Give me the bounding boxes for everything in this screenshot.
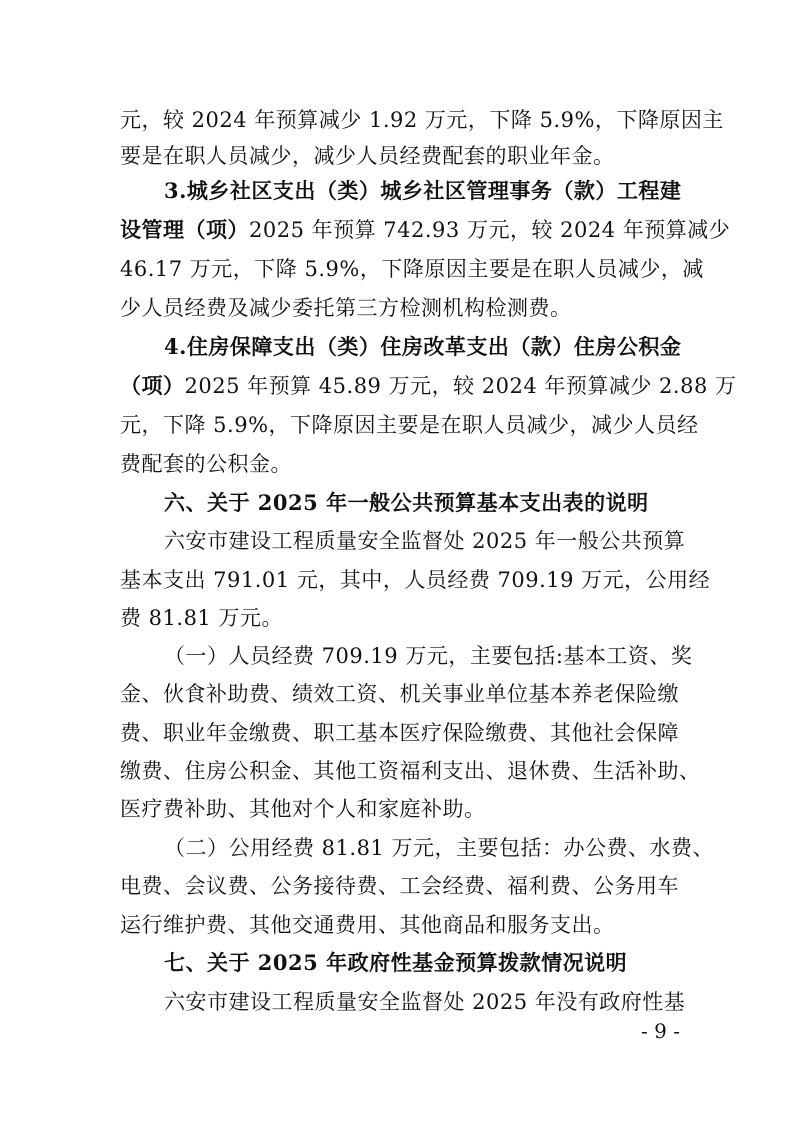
- body-text-line: 费 81.81 万元。: [120, 606, 283, 630]
- heading-6: 六、关于 2025 年一般公共预算基本支出表的说明: [164, 490, 649, 515]
- body-text-line: [120, 210, 731, 250]
- body-text-line: 缴费、住房公积金、其他工资福利支出、退休费、生活补助、: [120, 759, 701, 783]
- section-3-text: 2025 年预算 742.93 万元，较 2024 年预算减少: [249, 218, 731, 242]
- body-text-line: 六安市建设工程质量安全监督处 2025 年没有政府性基: [164, 990, 686, 1014]
- body-text-line: 少人员经费及减少委托第三方检测机构检测费。: [120, 296, 572, 320]
- body-text-line: 要是在职人员减少，减少人员经费配套的职业年金。: [120, 144, 615, 168]
- body-text-line: 元，较 2024 年预算减少 1.92 万元，下降 5.9%，下降原因主: [120, 108, 724, 132]
- body-text-line: [120, 366, 737, 406]
- body-text-line: 医疗费补助、其他对个人和家庭补助。: [120, 797, 486, 821]
- body-text-line: 基本支出 791.01 元，其中，人员经费 709.19 万元，公用经: [120, 568, 711, 592]
- page-number: - 9 -: [641, 1019, 680, 1043]
- body-text-line: 元，下降 5.9%，下降原因主要是在职人员减少，减少人员经: [120, 413, 699, 437]
- body-text-line: （二）公用经费 81.81 万元，主要包括：办公费、水费、: [164, 836, 714, 860]
- section-3-title: 3.城乡社区支出（类）城乡社区管理事务（款）工程建: [164, 178, 682, 203]
- section-4-title: 4.住房保障支出（类）住房改革支出（款）住房公积金: [164, 334, 682, 359]
- section-4-title-cont: （项）: [120, 373, 185, 398]
- body-text-line: 金、伙食补助费、绩效工资、机关事业单位基本养老保险缴: [120, 682, 679, 706]
- heading-7: 七、关于 2025 年政府性基金预算拨款情况说明: [164, 950, 628, 975]
- body-text-line: 46.17 万元，下降 5.9%，下降原因主要是在职人员减少，减: [120, 257, 704, 281]
- section-3-title-cont: 设管理（项）: [120, 217, 249, 242]
- body-text-line: （一）人员经费 709.19 万元，主要包括:基本工资、奖: [164, 644, 693, 668]
- body-text-line: 六安市建设工程质量安全监督处 2025 年一般公共预算: [164, 529, 686, 553]
- body-text-line: 费配套的公积金。: [120, 452, 292, 476]
- body-text-line: 电费、会议费、公务接待费、工会经费、福利费、公务用车: [120, 874, 679, 898]
- body-text-line: 运行维护费、其他交通费用、其他商品和服务支出。: [120, 913, 615, 937]
- section-4-text: 2025 年预算 45.89 万元，较 2024 年预算减少 2.88 万: [184, 374, 737, 398]
- body-text-line: 费、职业年金缴费、职工基本医疗保险缴费、其他社会保障: [120, 721, 679, 745]
